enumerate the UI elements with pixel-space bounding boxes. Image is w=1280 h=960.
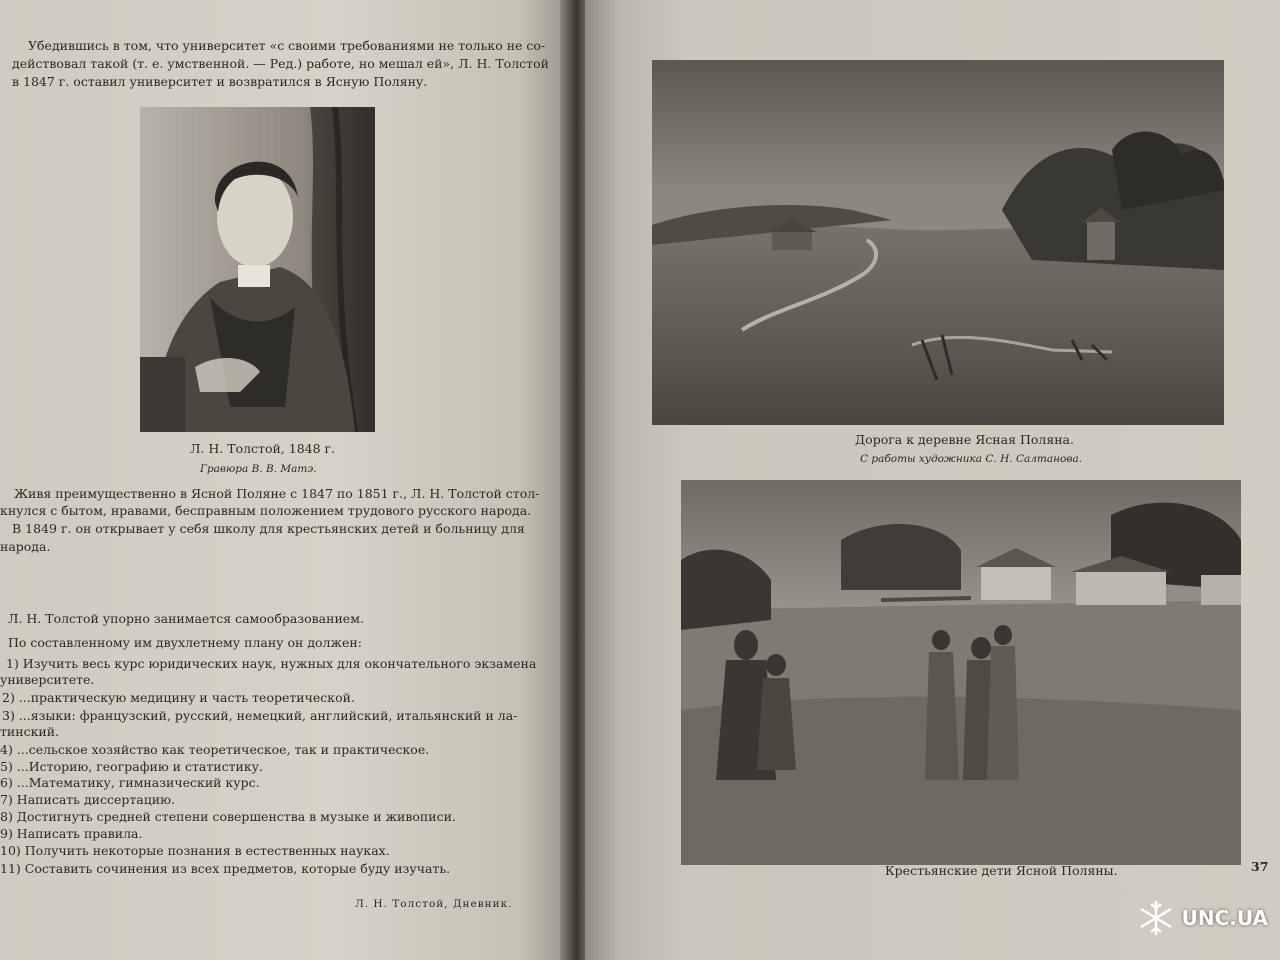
plan-line-3: 1) Изучить весь курс юридических наук, нужных для окончательного экзамена [6, 656, 537, 671]
body-line-2: кнулся с бытом, нравами, бесправным положением трудового русского народа. [0, 503, 532, 518]
landscape-painting [652, 60, 1224, 425]
body-line-4: народа. [0, 539, 51, 554]
watermark-text: UNC.UA [1181, 906, 1268, 930]
body-line-3: В 1849 г. он открывает у себя школу для крестьянских детей и больницу для [12, 521, 525, 536]
intro-line-3: в 1847 г. оставил университет и возвратился в Ясную Поляну. [12, 74, 428, 89]
landscape-caption: Дорога к деревне Ясная Поляна. [855, 432, 1074, 447]
plan-line-7: тинский. [0, 724, 60, 739]
plan-line-10: 6) ...Математику, гимназический курс. [0, 775, 260, 790]
diary-signature: Л. Н. Толстой, Дневник. [355, 898, 513, 910]
intro-line-2: действовал такой (т. е. умственной. — Ред.) работе, но мешал ей», Л. Н. Толстой [12, 56, 549, 71]
portrait-credit: Гравюра В. В. Матэ. [200, 463, 317, 475]
portrait-photo [140, 107, 375, 432]
site-watermark [1136, 898, 1268, 938]
plan-line-6: 3) ...языки: французский, русский, немецкий, английский, итальянский и ла- [2, 708, 518, 723]
landscape-credit: С работы художника С. Н. Салтанова. [860, 453, 1083, 465]
plan-line-2: По составленному им двухлетнему плану он должен: [8, 635, 362, 650]
plan-line-9: 5) ...Историю, географию и статистику. [0, 759, 263, 774]
plan-line-12: 8) Достигнуть средней степени совершенства в музыке и живописи. [0, 809, 456, 824]
page-number: 37 [1251, 859, 1269, 874]
children-painting [681, 480, 1241, 865]
plan-line-13: 9) Написать правила. [0, 826, 143, 841]
plan-line-8: 4) ...сельское хозяйство как теоретическое, так и практическое. [0, 742, 430, 757]
plan-line-1: Л. Н. Толстой упорно занимается самообразованием. [8, 611, 364, 626]
snowflake-icon [1136, 898, 1176, 938]
plan-line-11: 7) Написать диссертацию. [0, 792, 175, 807]
plan-line-5: 2) ...практическую медицину и часть теоретической. [2, 690, 355, 705]
left-page [0, 0, 565, 960]
intro-line-1: Убедившись в том, что университет «с своими требованиями не только не со- [28, 38, 546, 53]
right-page [585, 0, 1280, 960]
portrait-caption: Л. Н. Толстой, 1848 г. [190, 441, 336, 456]
plan-line-15: 11) Составить сочинения из всех предметов, которые буду изучать. [0, 861, 451, 876]
plan-line-14: 10) Получить некоторые познания в естественных науках. [0, 843, 390, 858]
body-line-1: Живя преимущественно в Ясной Поляне с 1847 по 1851 г., Л. Н. Толстой стол- [14, 486, 540, 501]
children-caption: Крестьянские дети Ясной Поляны. [885, 863, 1118, 878]
plan-line-4: университете. [0, 672, 95, 687]
